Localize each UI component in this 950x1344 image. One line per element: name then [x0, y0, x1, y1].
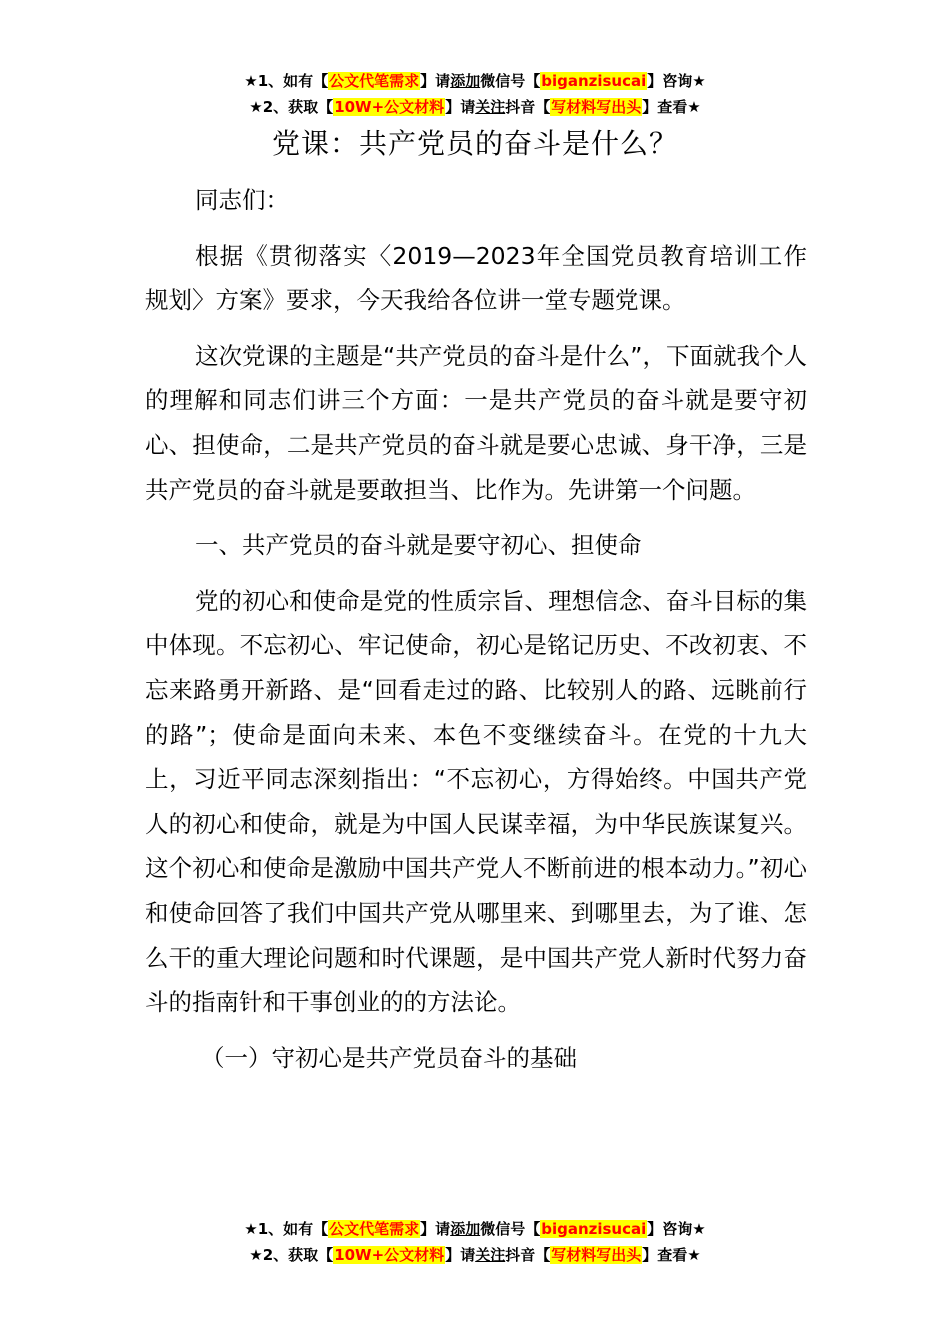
- banner-text: 】请: [445, 98, 476, 116]
- banner-text: 微信号【: [480, 72, 541, 90]
- banner-text: 】请: [420, 1220, 451, 1238]
- banner-text: 抖音【: [505, 98, 551, 116]
- banner-line-1: [0, 68, 950, 94]
- banner-highlight: biganzisucai: [541, 1220, 647, 1238]
- subsection-heading: （一）守初心是共产党员奋斗的基础: [201, 1043, 577, 1072]
- banner-text: ★1、如有【: [244, 72, 329, 90]
- banner-text: 】请: [445, 1246, 476, 1264]
- banner-text: 】咨询★: [647, 1220, 706, 1238]
- banner-text: ★2、获取【: [249, 98, 334, 116]
- banner-underline: 关注: [475, 98, 506, 116]
- salutation: 同志们：: [195, 186, 289, 214]
- paragraph: 这次党课的主题是“共产党员的奋斗是什么”，下面就我个人的理解和同志们讲三个方面：一是共产党员的奋斗就是要守初心、担使命，二是共产党员的奋斗就是要心忠诚、身干净，三是共产党员的奋斗就是要敢担当、比作为。先讲第一个问题。: [145, 341, 807, 504]
- banner-text: 】咨询★: [647, 72, 706, 90]
- banner-text: 】查看★: [642, 98, 701, 116]
- banner-underline: 添加: [450, 1220, 481, 1238]
- document-body: [145, 178, 807, 1091]
- banner-line-2: [0, 1242, 950, 1268]
- banner-line-1: [0, 1216, 950, 1242]
- banner-text: 微信号【: [480, 1220, 541, 1238]
- banner-highlight: 公文代笔需求: [329, 1220, 420, 1238]
- paragraph: 根据《贯彻落实〈2019—2023年全国党员教育培训工作规划〉方案》要求，今天我给各位讲一堂专题党课。: [145, 241, 807, 315]
- banner-highlight: 写材料写出头: [551, 98, 642, 116]
- banner-underline: 关注: [475, 1246, 506, 1264]
- document-title: 党课：共产党员的奋斗是什么？: [271, 127, 678, 160]
- paragraph: 党的初心和使命是党的性质宗旨、理想信念、奋斗目标的集中体现。不忘初心、牢记使命，初心是铭记历史、不改初衷、不忘来路勇开新路、是“回看走过的路、比较别人的路、远眺前行的路”；使命是面向未来、本色不变继续奋斗。在党的十九大上，习近平同志深刻指出：“不忘初心，方得始终。中国共产党人的初心和使命，就是为中国人民谋幸福，为中华民族谋复兴。这个初心和使命是激励中国共产党人不断前进的根本动力。”初心和使命回答了我们中国共产党从哪里来、到哪里去，为了谁、怎么干的重大理论问题和时代课题，是中国共产党人新时代努力奋斗的指南针和干事创业的的方法论。: [145, 586, 807, 1017]
- banner-highlight: 公文代笔需求: [329, 72, 420, 90]
- banner-text: ★2、获取【: [249, 1246, 334, 1264]
- banner-text: 】请: [420, 72, 451, 90]
- banner-underline: 添加: [450, 72, 481, 90]
- banner-text: 】查看★: [642, 1246, 701, 1264]
- banner-highlight: 写材料写出头: [551, 1246, 642, 1264]
- banner-highlight: 10W+公文材料: [334, 1246, 445, 1264]
- banner-text: ★1、如有【: [244, 1220, 329, 1238]
- banner-text: 抖音【: [505, 1246, 551, 1264]
- banner-highlight: 10W+公文材料: [334, 98, 445, 116]
- footer-banner: [0, 1216, 950, 1268]
- section-heading: 一、共产党员的奋斗就是要守初心、担使命: [195, 531, 642, 560]
- header-banner: [0, 68, 950, 120]
- banner-highlight: biganzisucai: [541, 72, 647, 90]
- banner-line-2: [0, 94, 950, 120]
